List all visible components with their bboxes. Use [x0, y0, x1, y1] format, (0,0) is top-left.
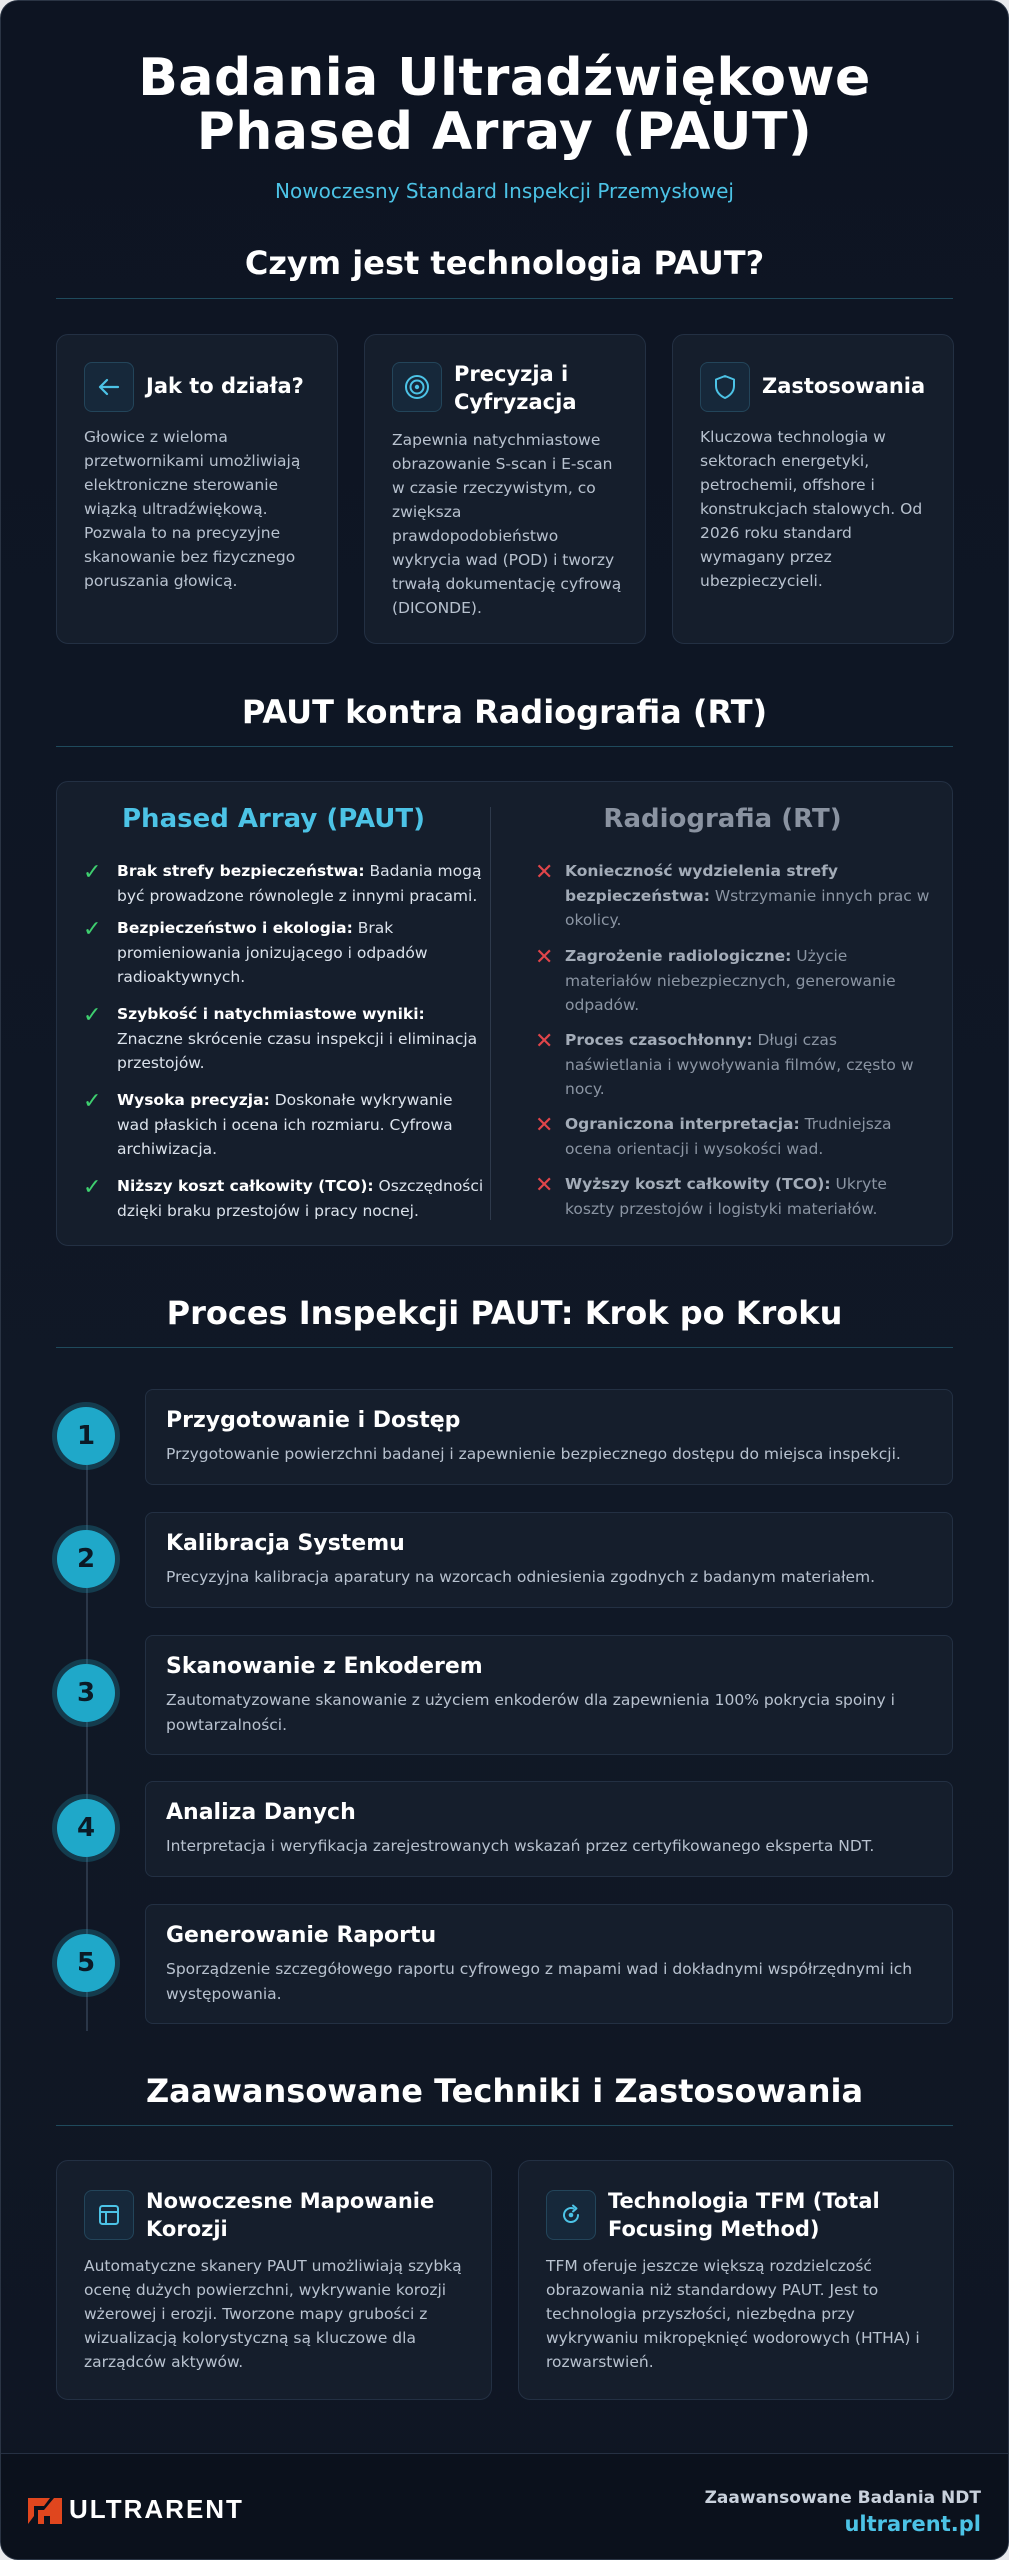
section-divider [56, 2125, 953, 2126]
card-title: Technologia TFM (Total Focusing Method) [608, 2189, 880, 2241]
paut-item: Niższy koszt całkowity (TCO): Oszczędności dzięki braku przestojów i pracy nocnej. [117, 1177, 484, 1220]
info-card-corrosion-mapping [56, 2160, 492, 2400]
target-icon [392, 362, 442, 412]
card-title: Jak to działa? [146, 374, 304, 398]
title-line-2: Phased Array (PAUT) [196, 102, 813, 162]
step-card-5 [145, 1904, 953, 2024]
step-title: Przygotowanie i Dostęp [166, 1408, 461, 1433]
step-number-badge: 4 [57, 1799, 115, 1857]
page-subtitle: Nowoczesny Standard Inspekcji Przemysłowej [275, 179, 734, 203]
focus-refresh-icon [546, 2190, 596, 2240]
check-icon: ✓ [83, 860, 102, 885]
comparison-panel [56, 781, 953, 1246]
section-divider [56, 1347, 953, 1348]
step-card-4 [145, 1781, 953, 1877]
step-card-1 [145, 1389, 953, 1485]
step-text: Precyzyjna kalibracja aparatury na wzorcach odniesienia zgodnych z badanym materiałem. [166, 1568, 876, 1586]
card-text: Kluczowa technologia w sektorach energetyki, petrochemii, offshore i konstrukcjach stalowych. Od 2026 roku standard wymagany przez ubezpieczycieli. [700, 428, 923, 590]
section-title-what-is: Czym jest technologia PAUT? [244, 244, 765, 282]
card-title: Nowoczesne Mapowanie Korozji [146, 2189, 435, 2241]
map-grid-icon [84, 2190, 134, 2240]
website-link[interactable]: ultrarent.pl [844, 2512, 981, 2536]
rt-item: Wyższy koszt całkowity (TCO): Ukryte koszty przestojów i logistyki materiałów. [565, 1175, 887, 1218]
step-number-badge: 1 [57, 1407, 115, 1465]
step-text: Sporządzenie szczegółowego raportu cyfrowego z mapami wad i dokładnymi współrzędnymi ich występowania. [166, 1960, 913, 2003]
section-title-process: Proces Inspekcji PAUT: Krok po Kroku [166, 1294, 843, 1332]
section-divider [56, 298, 953, 299]
column-divider [490, 807, 491, 1220]
info-card-how-it-works [56, 334, 338, 644]
card-text: Głowice z wieloma przetwornikami umożliwiają elektroniczne sterowanie wiązką ultradźwiękową. Pozwala to na precyzyjne skanowanie bez fizycznego poruszania głowicą. [84, 428, 301, 590]
hero-header [1, 48, 1008, 203]
cross-icon: ✕ [535, 1113, 554, 1138]
rt-column-title: Radiografia (RT) [603, 804, 842, 834]
card-text: TFM oferuje jeszcze większą rozdzielczość obrazowania niż standardowy PAUT. Jest to technologia przyszłości, niezbędna przy wykrywaniu mikropęknięć wodorowych (HTHA) i rozwarstwień. [546, 2257, 920, 2371]
ultrarent-logo-icon [28, 2494, 62, 2524]
step-title: Analiza Danych [166, 1800, 356, 1825]
check-icon: ✓ [83, 1089, 102, 1114]
step-text: Przygotowanie powierzchni badanej i zapewnienie bezpiecznego dostępu do miejsca inspekcji. [166, 1445, 901, 1463]
section-title-comparison: PAUT kontra Radiografia (RT) [241, 693, 768, 731]
shield-icon [700, 362, 750, 412]
cross-icon: ✕ [535, 860, 554, 885]
check-icon: ✓ [83, 917, 102, 942]
check-icon: ✓ [83, 1175, 102, 1200]
footer [1, 2453, 1008, 2560]
step-number-badge: 2 [57, 1530, 115, 1588]
info-card-precision [364, 334, 646, 644]
title-line-1: Badania Ultradźwiękowe [138, 48, 871, 108]
card-title: Zastosowania [762, 374, 926, 398]
cross-icon: ✕ [535, 1029, 554, 1054]
step-title: Skanowanie z Enkoderem [166, 1654, 483, 1679]
step-card-2 [145, 1512, 953, 1608]
rt-item: Ograniczona interpretacja: Trudniejsza ocena orientacji i wysokości wad. [565, 1115, 892, 1158]
footer-tagline: Zaawansowane Badania NDT [704, 2488, 981, 2508]
step-text: Zautomatyzowane skanowanie z użyciem enkoderów dla zapewnienia 100% pokrycia spoiny i powtarzalności. [166, 1691, 895, 1734]
section-divider [56, 746, 953, 747]
info-card-applications [672, 334, 954, 644]
paut-item: Brak strefy bezpieczeństwa: Badania mogą być prowadzone równolegle z innymi pracami. [117, 862, 482, 905]
cross-icon: ✕ [535, 1173, 554, 1198]
step-number-badge: 3 [57, 1664, 115, 1722]
paut-item: Wysoka precyzja: Doskonałe wykrywanie wad płaskich i ocena ich rozmiaru. Cyfrowa archiwizacja. [117, 1091, 453, 1158]
step-card-3 [145, 1635, 953, 1755]
paut-column-title: Phased Array (PAUT) [122, 804, 425, 834]
page-title [1, 48, 1008, 162]
step-text: Interpretacja i weryfikacja zarejestrowanych wskazań przez certyfikowanego eksperta NDT. [166, 1837, 875, 1855]
step-title: Generowanie Raportu [166, 1923, 437, 1948]
check-icon: ✓ [83, 1003, 102, 1028]
paut-item: Bezpieczeństwo i ekologia: Brak promieniowania jonizującego i odpadów radioaktywnych. [117, 919, 428, 986]
rt-item: Konieczność wydzielenia strefy bezpieczeństwa: Wstrzymanie innych prac w okolicy. [565, 862, 930, 929]
ultrarent-logo-text: ULTRARENT [69, 2494, 244, 2524]
info-card-tfm [518, 2160, 954, 2400]
section-title-advanced: Zaawansowane Techniki i Zastosowania [145, 2072, 864, 2110]
paut-item: Szybkość i natychmiastowe wyniki: Znaczne skrócenie czasu inspekcji i eliminacja przestojów. [117, 1005, 478, 1072]
card-text: Zapewnia natychmiastowe obrazowanie S-scan i E-scan w czasie rzeczywistym, co zwiększa prawdopodobieństwo wykrycia wad (POD) i tworzy trwałą dokumentację cyfrową (DICONDE). [392, 431, 622, 617]
rt-item: Zagrożenie radiologiczne: Użycie materiałów niebezpiecznych, generowanie odpadów. [565, 947, 896, 1014]
rt-item: Proces czasochłonny: Długi czas naświetlania i wywoływania filmów, często w nocy. [565, 1031, 914, 1098]
arrow-left-icon [84, 362, 134, 412]
cross-icon: ✕ [535, 945, 554, 970]
step-number-badge: 5 [57, 1934, 115, 1992]
card-text: Automatyczne skanery PAUT umożliwiają szybką ocenę dużych powierzchni, wykrywanie korozji wżerowej i erozji. Tworzone mapy grubości z wizualizacją kolorystyczną są kluczowe dla zarządców aktywów. [84, 2257, 462, 2371]
card-title: Precyzja i Cyfryzacja [454, 362, 577, 414]
step-title: Kalibracja Systemu [166, 1531, 405, 1556]
